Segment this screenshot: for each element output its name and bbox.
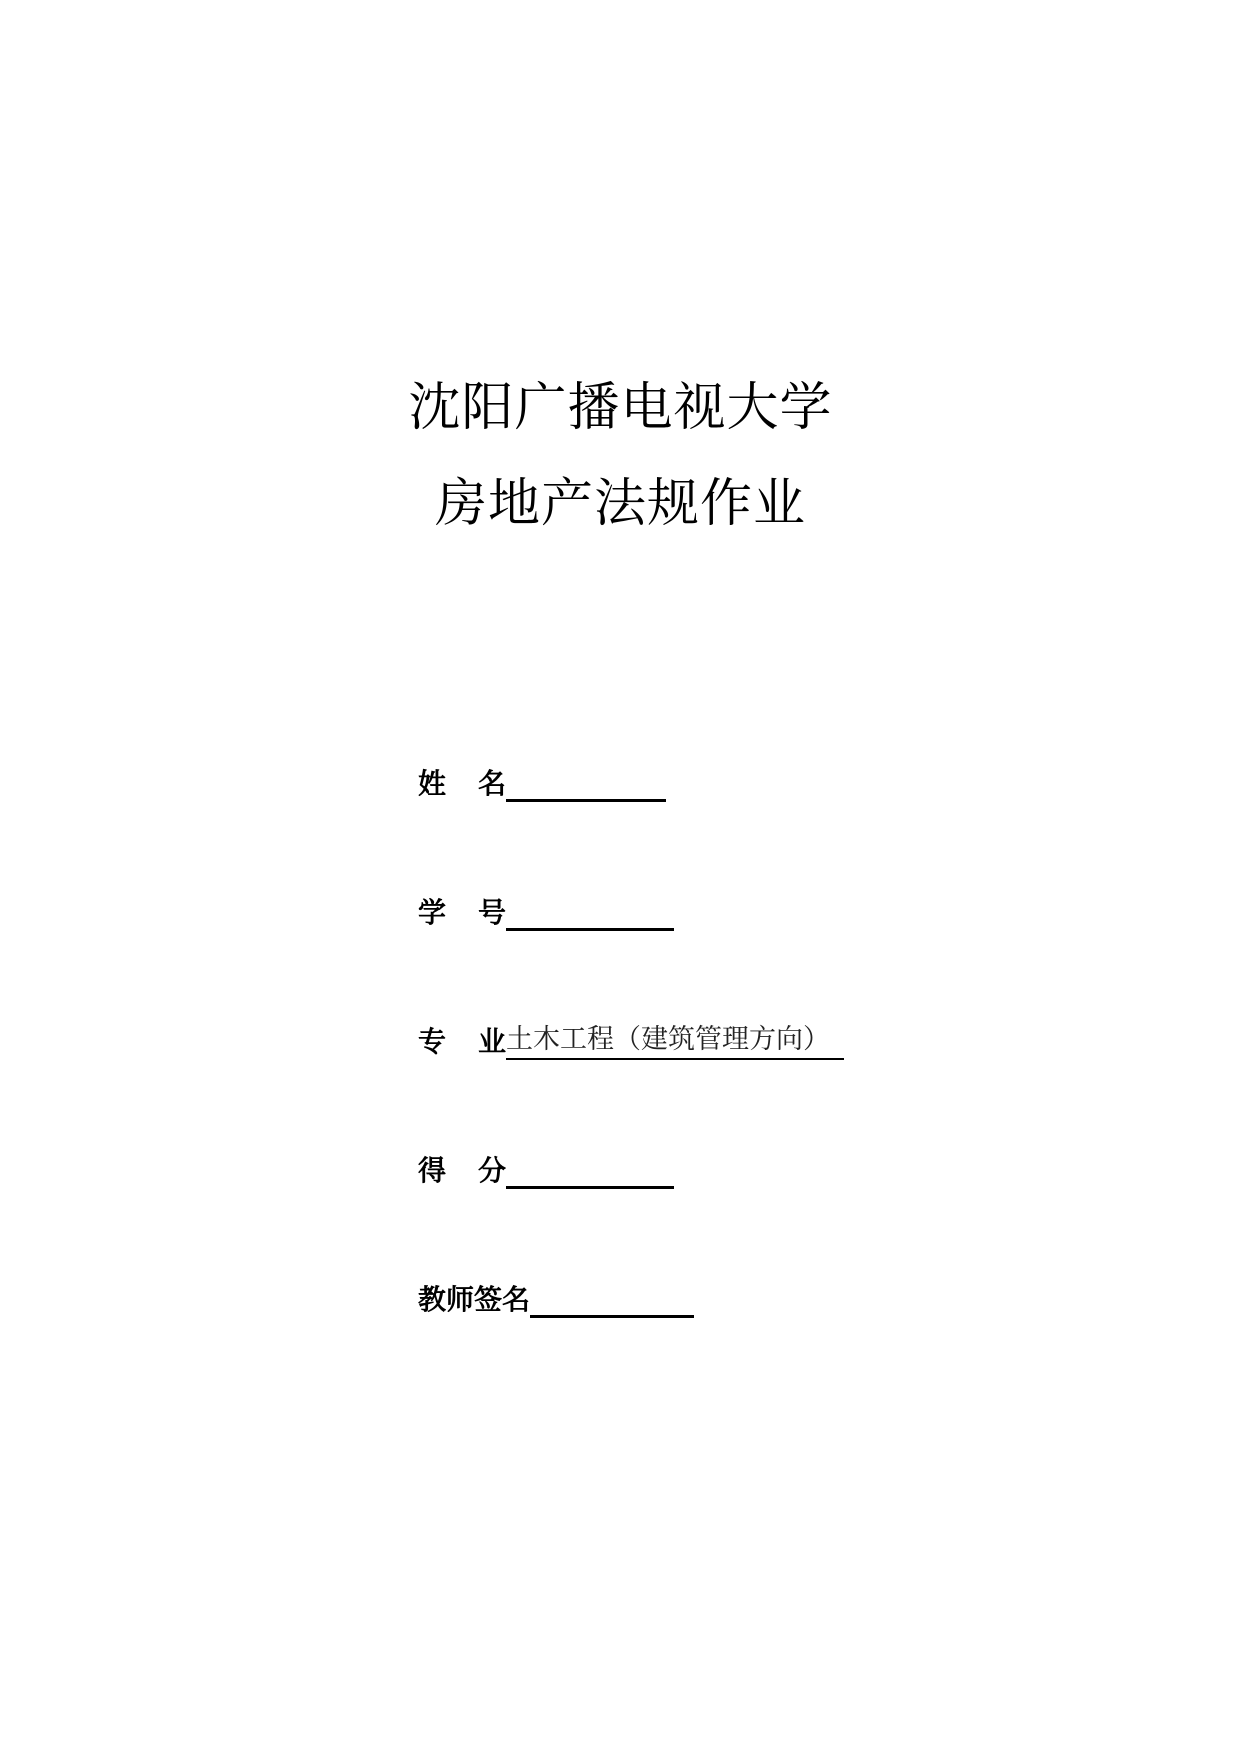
score-field	[418, 1145, 674, 1189]
teacher-signature-blank-line	[530, 1281, 694, 1318]
student-id-label: 学号	[418, 896, 539, 929]
teacher-signature-label: 教师签名	[418, 1283, 531, 1316]
score-label: 得分	[418, 1154, 539, 1187]
university-title: 沈阳广播电视大学	[408, 378, 833, 438]
course-title: 房地产法规作业	[434, 474, 806, 534]
major-value: 土木工程（建筑管理方向）	[506, 1022, 844, 1060]
major-label: 专业	[418, 1025, 539, 1058]
name-label: 姓名	[418, 767, 539, 800]
major-field	[418, 1016, 844, 1060]
score-blank-line	[506, 1152, 674, 1189]
student-id-blank-line	[506, 894, 674, 931]
name-field	[418, 758, 666, 802]
teacher-signature-field	[418, 1274, 694, 1318]
student-id-field	[418, 887, 674, 931]
name-blank-line	[506, 765, 666, 802]
